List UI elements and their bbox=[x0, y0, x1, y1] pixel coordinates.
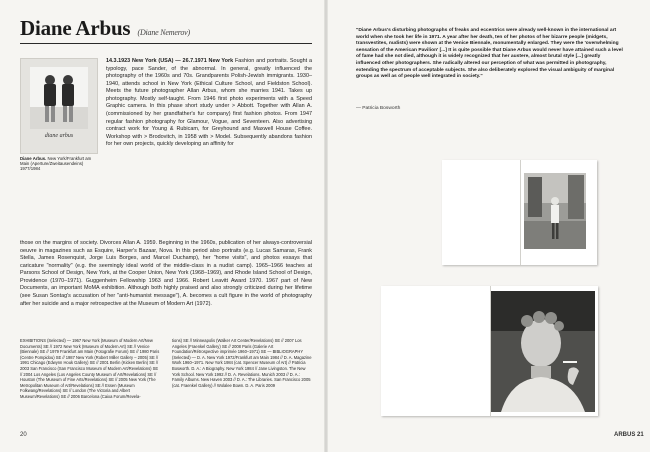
boy-with-toy-grenade-photo bbox=[524, 173, 586, 249]
book-cover-photo bbox=[20, 58, 98, 154]
page-number-left: 20 bbox=[20, 432, 27, 438]
bio-paragraph-2: those on the margins of society. Divorces Allan A. 1959. Beginning in the 1960s, publication of her always-controversial oeuvre in magazines such as Esquire, Harper's Bazaar, Nova. In this period also portraits (e.g. Lucas Samaras, Frank Stella, James Rosenquist, Jorge Luis Borges, and Marcel Duchamp), her "home visits", and photos essays that caricature "normality" (e.g. the seemingly ideal world of the middle-class in a nudist camp). 1965–1966 teaches at Parsons School of Design, New York, at the Cooper Union, New York (1968–1969), and Rhode Island School of Design, Providence (1970–1971). Guggenheim Fellowship 1963 and 1966. Robert Leavitt Award 1970. 1967 part of New Documents, an important MoMA exhibition. Although both highly praised and also strongly criticized during her lifetime (see Susan Sontag's accusation of her "anti-humanist message"), A. becomes a cult figure in the world of photography after her suicide and a major retrospective at the Museum of Modern Art (1972). bbox=[20, 240, 312, 307]
birth-name: (Diane Nemerov) bbox=[137, 28, 190, 37]
cover-caption: diane arbus bbox=[44, 133, 74, 139]
right-page bbox=[328, 0, 650, 452]
bio-text-1: Fashion and portraits. Sought a typology, pace Sander, of the abnormal. In general, greatly influenced the photography of the 1960s and 70s. Grandparents Polish-Jewish immigrants. 1930–1940, attends school in New York (Ethical Culture School, and Fieldston School). Meets the future photographer Allan Arbus, whom she marries 1941. Takes up photography. Mostly self-taught. From 1946 first photo experiments with a Speed Graphic camera. In this phase short study under > Abbott. Together with Allan A. (commissioned by her grandfather's fur company) first fashion photos. From 1947 regular fashion photography for Glamour, Vogue, and Seventeen. Also advertising contract work for Young & Rubicam, for Greyhound and Maxwell House Coffee. Workshop with > Brodovitch, in 1958 with > Model. Subsequently abandons fashion for her own projects, quickly developing an affinity for bbox=[106, 58, 313, 148]
artist-name-text: Diane Arbus bbox=[20, 16, 131, 40]
open-book-photo-1 bbox=[442, 160, 597, 265]
bio-paragraph-1 bbox=[106, 58, 312, 149]
artist-name bbox=[20, 16, 190, 41]
pull-quote: "Diane Arbus's disturbing photographs of freaks and eccentrics were already well-known in the international art world when she took her life in 1971. A year after her death, ten of her photos of her bizarre people (midgets, transvestites, nudists) were shown at the Venice Biennale, monumentally enlarged. They were the 'overwhelming sensation of the American Pavilion' [...] It is quite possible that Diane Arbus would never have attained such a level of fame had she not died, although it is widely recognized that her austere, almost brutal style [...] greatly influenced other photographers. She radically altered our perception of what was permitted in photography, extending the spectrum of acceptable subjects. She also deliberately explored the visual ambiguity of marginal groups as well as of people well integrated in society." bbox=[356, 28, 623, 80]
exhibitions-column-2: tions) SE // Minneapolis (Walker Art Center/Revelations) SE // 2007 Los Angeles (Fraenkel Gallery) SE // 2008 Paris (Galerie Art Foundation/Rétrospective imprimée 1960–1971) SE — BIBLIOGRAPHY (Selected) — D. A. New York 1972/Frankfurt am Main 1984 // D. A. Magazine Work 1960–1971. New York 1984 (cat. Spencer Museum of Art) // Patricia Bosworth. D. A.: A Biography. New York 1984 // Jane Livingston. The New York School. New York 1992 // D. A. Revelations. Munich 2003 // D. A.: Family Albums. New Haven 2003 // D. A.: The Libraries. San Francisco 2005 (cat. Fraenkel Gallery) // Wolalee Bown. D. A. Paris 2009 bbox=[172, 338, 312, 388]
twins-photo bbox=[30, 67, 88, 129]
exhibitions-column-1: EXHIBITIONS (Selected) — 1967 New York (Museum of Modern Art/New Documents) SE // 1972 New York (Museum of Modern Art) SE // Venice (Biennale) SE // 1979 Frankfurt am Main (Fotografie Forum) SE // 1980 Paris (Centre Pompidou) SE // 1987 New York (Robert Miller Gallery – 2005) SE // 1991 Chicago (Edwynn Houk Gallery) SE // 2001 Berlin (Kicken Berlin) SE // 2003 San Francisco (San Francisco Museum of Modern Art/Revelations) SE // 2004 Los Angeles (Los Angeles County Museum of Art/Revelations) SE // Houston (The Museum of Fine Arts/Revelations) SE // 2005 New York (The Metropolitan Museum of Art/Revelations) SE // Essen (Museum Folkwang/Revelations) SE // London (The Victoria and Albert Museum/Revelations) SE // 2006 Barcelona (Caixa Forum/Revela- bbox=[20, 338, 160, 399]
quote-attribution: — Patricia Bosworth bbox=[356, 106, 401, 111]
book-spine bbox=[520, 160, 521, 265]
title-rule bbox=[20, 43, 312, 44]
young-man-in-curlers-photo bbox=[491, 291, 595, 412]
photo-caption bbox=[20, 156, 100, 172]
photo-caption-title: Diane Arbus. bbox=[20, 156, 47, 161]
bio-lead: 14.3.1923 New York (USA) — 26.7.1971 New York bbox=[106, 58, 234, 64]
photo-caption-text: New York/Frankfurt am Main (Aperture/Zweitausendeins) 1977/1984 bbox=[20, 156, 92, 172]
open-book-photo-2 bbox=[381, 286, 598, 416]
running-footer-right: ARBUS 21 bbox=[614, 432, 644, 438]
